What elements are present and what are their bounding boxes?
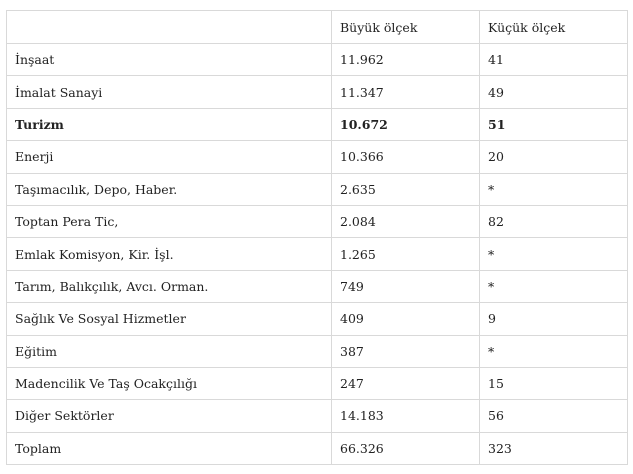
small-scale-cell: * xyxy=(480,270,628,302)
table-row xyxy=(7,238,628,270)
sector-cell: Toptan Pera Tic, xyxy=(7,205,332,237)
table-row xyxy=(7,432,628,464)
sector-cell: Turizm xyxy=(7,108,332,140)
table-row xyxy=(7,173,628,205)
small-scale-cell: 15 xyxy=(480,367,628,399)
small-scale-cell: 56 xyxy=(480,400,628,432)
large-scale-cell: 10.366 xyxy=(332,141,480,173)
large-scale-cell: 66.326 xyxy=(332,432,480,464)
table-row xyxy=(7,400,628,432)
table-row xyxy=(7,270,628,302)
sector-cell: Tarım, Balıkçılık, Avcı. Orman. xyxy=(7,270,332,302)
table-row xyxy=(7,205,628,237)
sector-cell: Emlak Komisyon, Kir. İşl. xyxy=(7,238,332,270)
small-scale-cell: 82 xyxy=(480,205,628,237)
sector-cell: Diğer Sektörler xyxy=(7,400,332,432)
large-scale-cell: 11.962 xyxy=(332,44,480,76)
header-small-scale: Küçük ölçek xyxy=(480,11,628,44)
large-scale-cell: 2.635 xyxy=(332,173,480,205)
large-scale-cell: 1.265 xyxy=(332,238,480,270)
table-row xyxy=(7,303,628,335)
small-scale-cell: 49 xyxy=(480,76,628,108)
large-scale-cell: 14.183 xyxy=(332,400,480,432)
small-scale-cell: 9 xyxy=(480,303,628,335)
small-scale-cell: 323 xyxy=(480,432,628,464)
table-row xyxy=(7,108,628,140)
small-scale-cell: 41 xyxy=(480,44,628,76)
sector-table xyxy=(6,10,628,465)
large-scale-cell: 247 xyxy=(332,367,480,399)
table-row xyxy=(7,141,628,173)
sector-cell: Madencilik Ve Taş Ocakçılığı xyxy=(7,367,332,399)
large-scale-cell: 749 xyxy=(332,270,480,302)
small-scale-cell: 20 xyxy=(480,141,628,173)
small-scale-cell: 51 xyxy=(480,108,628,140)
small-scale-cell: * xyxy=(480,173,628,205)
header-row xyxy=(7,11,628,44)
small-scale-cell: * xyxy=(480,335,628,367)
table-row xyxy=(7,335,628,367)
large-scale-cell: 10.672 xyxy=(332,108,480,140)
large-scale-cell: 11.347 xyxy=(332,76,480,108)
sector-cell: Enerji xyxy=(7,141,332,173)
small-scale-cell: * xyxy=(480,238,628,270)
table-body xyxy=(7,44,628,465)
sector-cell: İnşaat xyxy=(7,44,332,76)
table-row xyxy=(7,367,628,399)
header-large-scale: Büyük ölçek xyxy=(332,11,480,44)
sector-cell: Toplam xyxy=(7,432,332,464)
large-scale-cell: 387 xyxy=(332,335,480,367)
data-table-container xyxy=(6,10,627,465)
sector-cell: Sağlık Ve Sosyal Hizmetler xyxy=(7,303,332,335)
header-sector xyxy=(7,11,332,44)
sector-cell: Eğitim xyxy=(7,335,332,367)
table-row xyxy=(7,76,628,108)
large-scale-cell: 409 xyxy=(332,303,480,335)
sector-cell: İmalat Sanayi xyxy=(7,76,332,108)
large-scale-cell: 2.084 xyxy=(332,205,480,237)
sector-cell: Taşımacılık, Depo, Haber. xyxy=(7,173,332,205)
table-row xyxy=(7,44,628,76)
